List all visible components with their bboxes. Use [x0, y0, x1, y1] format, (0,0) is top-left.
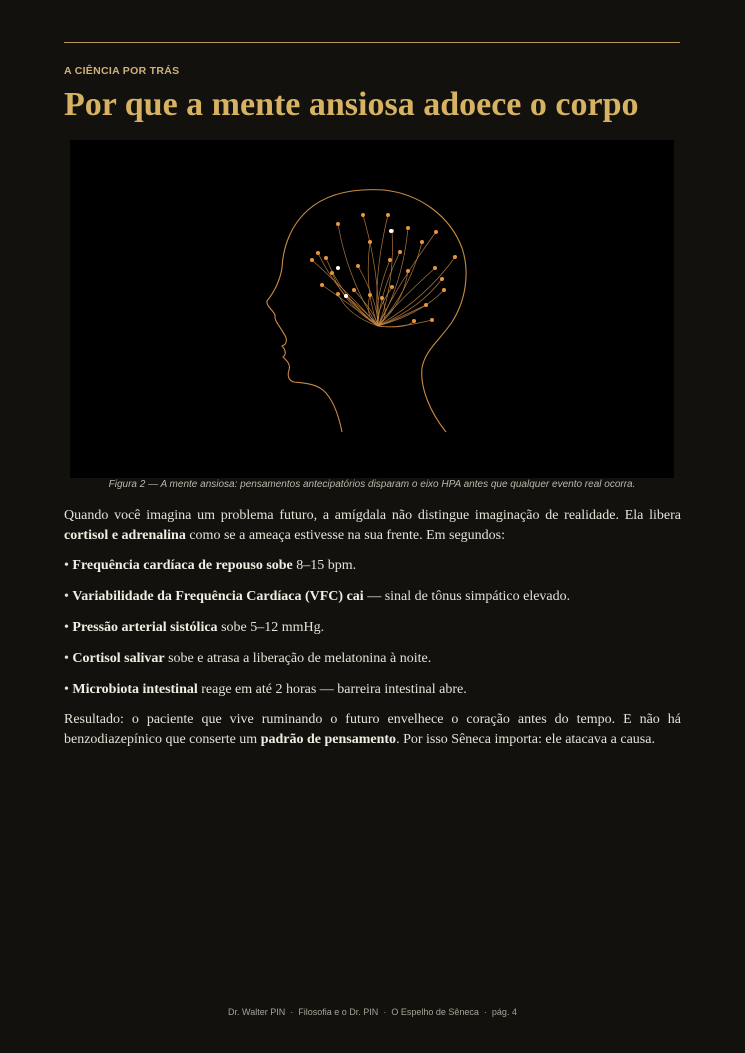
head-outline — [267, 190, 466, 432]
neuron-branch — [378, 232, 436, 326]
neuron-node — [398, 250, 402, 254]
bullet-item: • Frequência cardíaca de repouso sobe 8–15 bpm. — [64, 558, 357, 573]
neuron-node — [324, 256, 328, 260]
neuron-node — [434, 230, 438, 234]
neuron-node — [440, 277, 444, 281]
bullet-item: • Cortisol salivar sobe e atrasa a liberação de melatonina à noite. — [64, 651, 432, 666]
figure-caption: Figura 2 — A mente ansiosa: pensamentos antecipatórios disparam o eixo HPA antes que qualquer evento real ocorra. — [108, 479, 636, 490]
neuron-node-highlight — [344, 294, 348, 298]
bullet-item: • Pressão arterial sistólica sobe 5–12 mmHg. — [64, 620, 325, 635]
neuron-node — [406, 226, 410, 230]
neuron-node — [380, 296, 384, 300]
neuron-node — [433, 266, 437, 270]
neuron-node — [430, 318, 434, 322]
top-rule — [64, 42, 680, 43]
intro-paragraph: Quando você imagina um problema futuro, a amígdala não distingue imaginação de realidade. Ela libera cortisol e adrenalina como se a ameaça estivesse na sua frente. Em segundos: — [64, 508, 681, 543]
neuron-node — [390, 285, 394, 289]
neuron-node-highlight — [389, 229, 393, 233]
neuron-node — [361, 213, 365, 217]
neuron-node — [352, 288, 356, 292]
neuron-node — [320, 283, 324, 287]
neuron-node — [386, 213, 390, 217]
section-kicker: A CIÊNCIA POR TRÁS — [64, 65, 180, 77]
neuron-node — [442, 288, 446, 292]
footer-page-number: pág. 4 — [491, 1007, 517, 1017]
page-title: Por que a mente ansiosa adoece o corpo — [64, 86, 639, 123]
bullet-item: • Microbiota intestinal reage em até 2 horas — barreira intestinal abre. — [64, 682, 467, 697]
neuron-node — [420, 240, 424, 244]
conclusion-paragraph: Resultado: o paciente que vive ruminando o futuro envelhece o coração antes do tempo. E não há benzodiazepínico que conserte um padrão de pensamento. Por isso Sêneca importa: ele atacava a causa. — [64, 712, 681, 747]
page-footer: Dr. Walter PIN · Filosofia e o Dr. PIN · O Espelho de Sêneca · pág. 4 — [228, 1007, 517, 1017]
footer-book: O Espelho de Sêneca — [391, 1007, 479, 1017]
neuron-node — [368, 293, 372, 297]
neuron-node — [453, 255, 457, 259]
neuron-node — [316, 251, 320, 255]
neuron-node — [412, 319, 416, 323]
neuron-node — [336, 292, 340, 296]
neuron-node — [388, 258, 392, 262]
figure-illustration — [70, 140, 674, 478]
neuron-node — [406, 269, 410, 273]
neuron-node-highlight — [336, 266, 340, 270]
article-body — [64, 506, 681, 750]
neuron-node — [424, 303, 428, 307]
head-illustration — [70, 140, 674, 478]
neuron-node — [356, 264, 360, 268]
footer-author: Dr. Walter PIN — [228, 1007, 286, 1017]
footer-series: Filosofia e o Dr. PIN — [298, 1007, 379, 1017]
neuron-node — [336, 222, 340, 226]
bullet-item: • Variabilidade da Frequência Cardíaca (VFC) cai — sinal de tônus simpático elevado. — [64, 589, 571, 604]
neuron-node — [310, 258, 314, 262]
neuron-network — [310, 213, 457, 327]
neuron-node — [368, 240, 372, 244]
neuron-node — [330, 271, 334, 275]
